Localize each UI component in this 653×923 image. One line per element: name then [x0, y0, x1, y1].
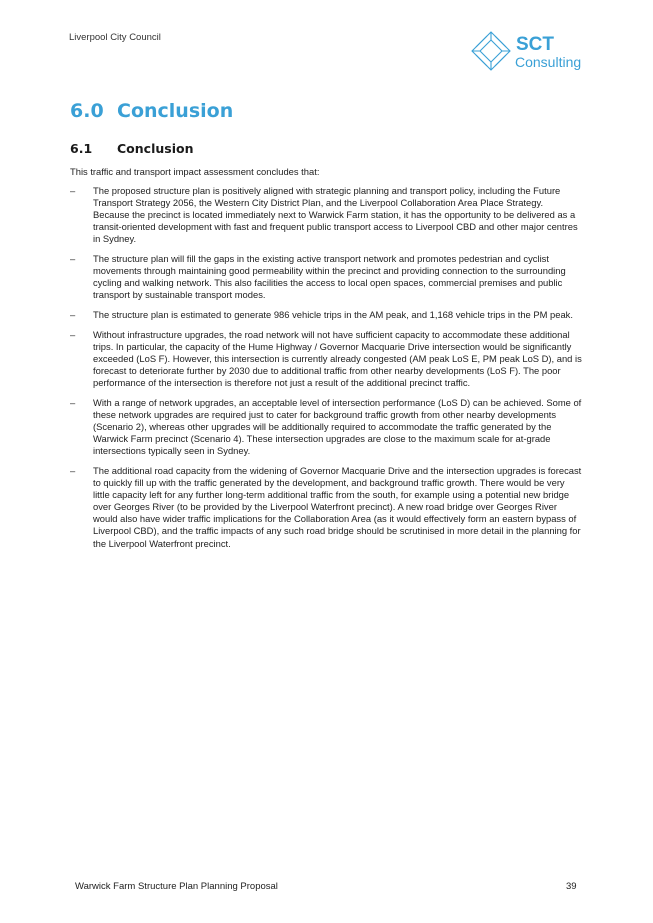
subsection-title: Conclusion	[117, 141, 194, 156]
bullet-dash: –	[70, 396, 76, 408]
list-item-text: Without infrastructure upgrades, the road network will not have sufficient capacity to accommodate these additional trips. In particular, the capacity of the Hume Highway / Governor Macquarie Drive intersection would be significantly exceeded (LoS F). However, this intersection is currently already congested (AM peak LoS E, PM peak LoS D), and is forecast to deteriorate further by 2030 due to additional traffic from other nearby developments (LoS F). The poor performance of the intersection is therefore not just a result of the additional precinct traffic.	[93, 328, 582, 389]
section-title: Conclusion	[117, 100, 234, 122]
conclusion-list	[70, 185, 582, 550]
list-item	[70, 465, 582, 550]
section-number: 6.0	[70, 100, 104, 122]
sct-diamond-logo-icon	[470, 28, 588, 74]
bullet-dash: –	[70, 309, 76, 321]
bullet-dash: –	[70, 328, 76, 340]
subsection-number: 6.1	[70, 141, 93, 156]
list-item-text: The structure plan will fill the gaps in the existing active transport network and promotes pedestrian and cyclist movements through maintaining good permeability within the precinct and providing connection to the surrounding cycling and walking network. This also facilities the access to local open spaces, commercial premises and public transport by sustainable transport modes.	[93, 253, 566, 301]
subsection-heading	[70, 141, 193, 156]
list-item-text: With a range of network upgrades, an acceptable level of intersection performance (LoS D) can be achieved. Some of these network upgrades are required just to cater for background traffic growth from other nearby developments (Scenario 2), whereas other upgrades will be additionally required to accommodate the traffic generated by the Warwick Farm precinct (Scenario 4). These intersection upgrades are close to the maximum scale for at-grade intersections typically seen in Sydney.	[93, 396, 582, 457]
bullet-dash: –	[70, 464, 76, 476]
footer-page-number: 39	[566, 881, 577, 892]
footer-document-title: Warwick Farm Structure Plan Planning Proposal	[75, 881, 278, 892]
logo-name: SCT	[516, 34, 554, 55]
section-heading	[70, 100, 233, 122]
list-item	[70, 309, 582, 321]
body-content	[70, 166, 582, 557]
company-logo	[470, 28, 588, 74]
bullet-dash: –	[70, 253, 76, 265]
list-item-text: The structure plan is estimated to generate 986 vehicle trips in the AM peak, and 1,168 vehicle trips in the PM peak.	[93, 309, 573, 321]
list-item-text: The additional road capacity from the widening of Governor Macquarie Drive and the intersection upgrades is forecast to quickly fill up with the traffic generated by the development, and background traffic growth. There would be very little capacity left for any further long-term additional traffic from the south, for example using a potential new bridge over Georges River (to be provided by the Liverpool Waterfront precinct). A new road bridge over Georges River would also have wider traffic implications for the Collaboration Area (as it would effectively form an eastern bypass of Liverpool CBD), and the traffic impacts of any such road bridge should be scrutinised in more detail in the planning for the Liverpool Waterfront precinct.	[93, 464, 582, 549]
header-organization: Liverpool City Council	[69, 32, 161, 43]
list-item	[70, 253, 582, 301]
list-item	[70, 185, 582, 245]
list-item	[70, 329, 582, 389]
intro-paragraph: This traffic and transport impact assessment concludes that:	[70, 166, 320, 177]
list-item-text: The proposed structure plan is positively aligned with strategic planning and transport policy, including the Future Transport Strategy 2056, the Western City District Plan, and the Liverpool Collaboration Area Place Strategy. Because the precinct is located immediately next to Warwick Farm station, it has the opportunity to be delivered as a transit-oriented development with fast and frequent public transport access to Liverpool CBD and other major centres in Sydney.	[93, 185, 578, 245]
bullet-dash: –	[70, 185, 76, 197]
logo-tagline: Consulting	[515, 54, 582, 70]
list-item	[70, 397, 582, 457]
